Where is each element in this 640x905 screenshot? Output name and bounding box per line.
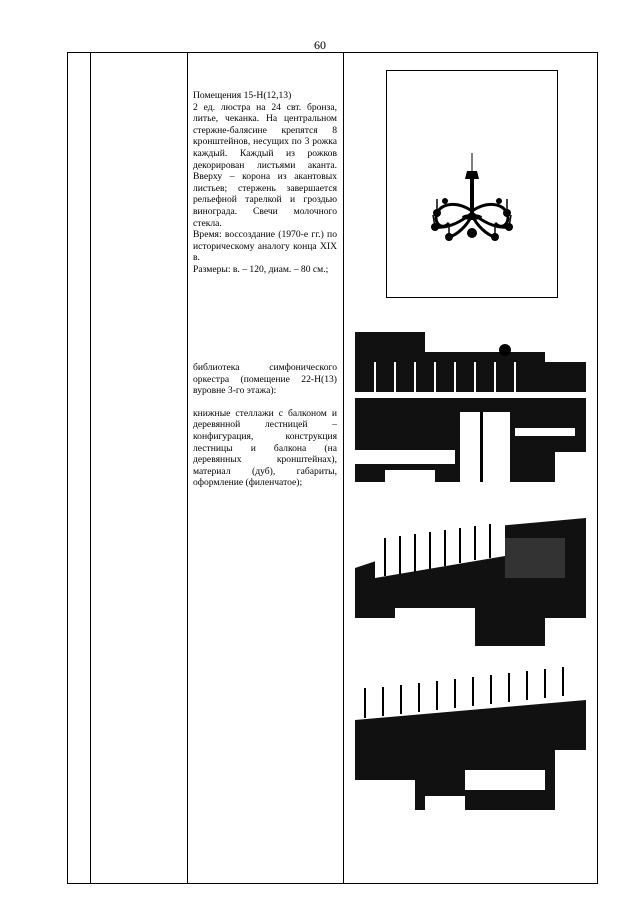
chandelier-time: Время: воссоздание (1970-е гг.) по историческому аналогу конца XIX в. [193, 229, 337, 264]
library-photo-3 [355, 660, 586, 810]
chandelier-text: 2 ед. люстра на 24 свт. бронза, литье, чеканка. На центральном стержне-балясине крепятся 8 кронштейнов, несущих по 3 рожка каждый. Каждый из рожков декорирован листьями аканта. Вверху – корона из акантовых листьев; стержень завершается рельефной тарелкой и гроздью винограда. Свечи молочного стекла. [193, 101, 337, 229]
chandelier-size: Размеры: в. – 120, диам. – 80 см.; [193, 263, 329, 275]
library-photo-2 [355, 498, 586, 646]
page-number: 60 [314, 38, 326, 52]
room-heading: Помещения 15-Н(12,13) [193, 90, 292, 101]
chandelier-description [193, 90, 337, 276]
library-heading: библиотека симфонического оркестра (помещение 22-Н(13) вуровне 3-го этажа): [193, 362, 337, 397]
library-description [193, 362, 337, 489]
column-divider-3 [343, 53, 344, 883]
library-photo-1 [355, 332, 586, 482]
chandelier-photo [386, 70, 558, 298]
column-divider-1 [90, 53, 91, 883]
library-text: книжные стеллажи с балконом и деревянной лестницей – конфигурация, конструкция лестницы и балкона (на деревянных кронштейнах), материал (дуб), габариты, оформление (филенчатое); [193, 407, 337, 489]
column-divider-2 [187, 53, 188, 883]
